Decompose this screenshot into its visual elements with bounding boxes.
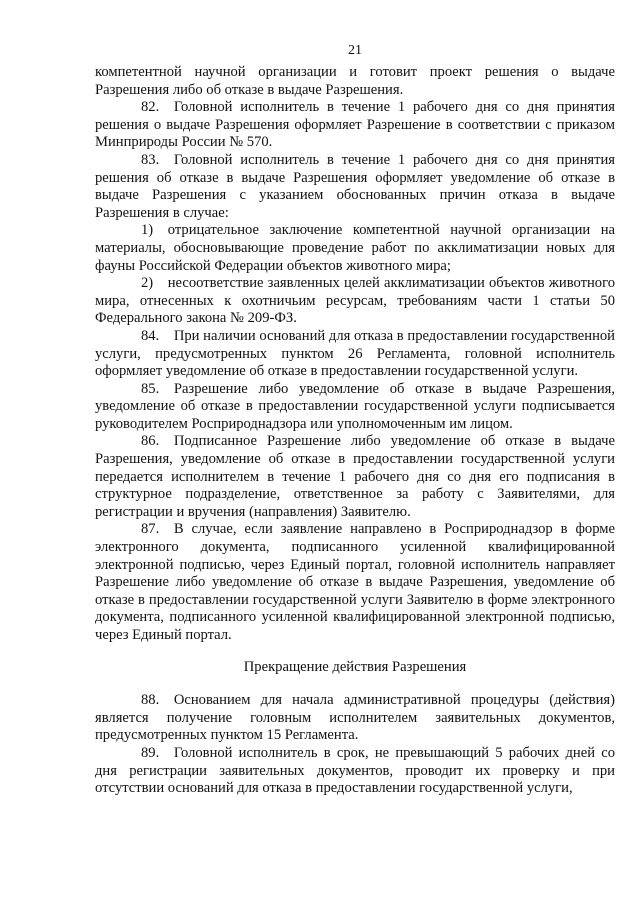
document-page bbox=[95, 0, 615, 905]
paragraph-89: 89. Головной исполнитель в срок, не превышающий 5 рабочих дней со дня регистрации заявительных документов, проводит их проверку и при отсутствии оснований для отказа в предоставлении государственной услуги, bbox=[95, 744, 615, 797]
paragraph-84: 84. При наличии оснований для отказа в предоставлении государственной услуги, предусмотренных пунктом 26 Регламента, головной исполнитель оформляет уведомление об отказе в предоставлении государственной услуги. bbox=[95, 327, 615, 380]
paragraph-83-item-1: 1) отрицательное заключение компетентной научной организации на материалы, обосновывающие проведение работ по акклиматизации новых для фауны Российской Федерации объектов животного мира; bbox=[95, 222, 615, 274]
page-number: 21 bbox=[348, 43, 362, 58]
paragraph-83-item-2: 2) несоответствие заявленных целей акклиматизации объектов животного мира, отнесенных к охотничьим ресурсам, требованиям части 1 статьи 50 Федерального закона № 209-ФЗ. bbox=[95, 275, 615, 327]
document-body bbox=[95, 64, 615, 798]
section-heading: Прекращение действия Разрешения bbox=[243, 658, 467, 675]
paragraph-82: 82. Головной исполнитель в течение 1 рабочего дня со дня принятия решения о выдаче Разрешения оформляет Разрешение в соответствии с приказом Минприроды России № 570. bbox=[95, 99, 615, 151]
paragraph-87: 87. В случае, если заявление направлено в Росприроднадзор в форме электронного документа, подписанного усиленной квалифицированной электронной подписью, через Единый портал, головной исполнитель направляет Разрешение либо уведомление об отказе в выдаче Разрешения, уведомление об отказе в предоставлении государственной услуги Заявителю в форме электронного документа, подписанного усиленной квалифицированной электронной подписью, через Единый портал. bbox=[95, 521, 615, 643]
paragraph-88: 88. Основанием для начала административной процедуры (действия) является получение головным исполнителем заявительных документов, предусмотренных пунктом 15 Регламента. bbox=[95, 692, 615, 744]
paragraph-85: 85. Разрешение либо уведомление об отказе в выдаче Разрешения, уведомление об отказе в предоставлении государственной услуги подписывается руководителем Росприроднадзора или уполномоченным им лицом. bbox=[95, 380, 615, 432]
paragraph-83: 83. Головной исполнитель в течение 1 рабочего дня со дня принятия решения об отказе в выдаче Разрешения оформляет уведомление об отказе в выдаче Разрешения с указанием обоснованных причин отказа в выдаче Разрешения в случае: bbox=[95, 151, 615, 221]
paragraph-81-continuation: компетентной научной организации и готовит проект решения о выдаче Разрешения либо об отказе в выдаче Разрешения. bbox=[95, 64, 615, 98]
paragraph-86: 86. Подписанное Разрешение либо уведомление об отказе в выдаче Разрешения, уведомление об отказе в предоставлении государственной услуги передается исполнителем в течение 1 рабочего дня со дня его подписания в структурное подразделение, ответственное за работу с Заявителями, для регистрации и вручения (направления) Заявителю. bbox=[95, 433, 615, 520]
